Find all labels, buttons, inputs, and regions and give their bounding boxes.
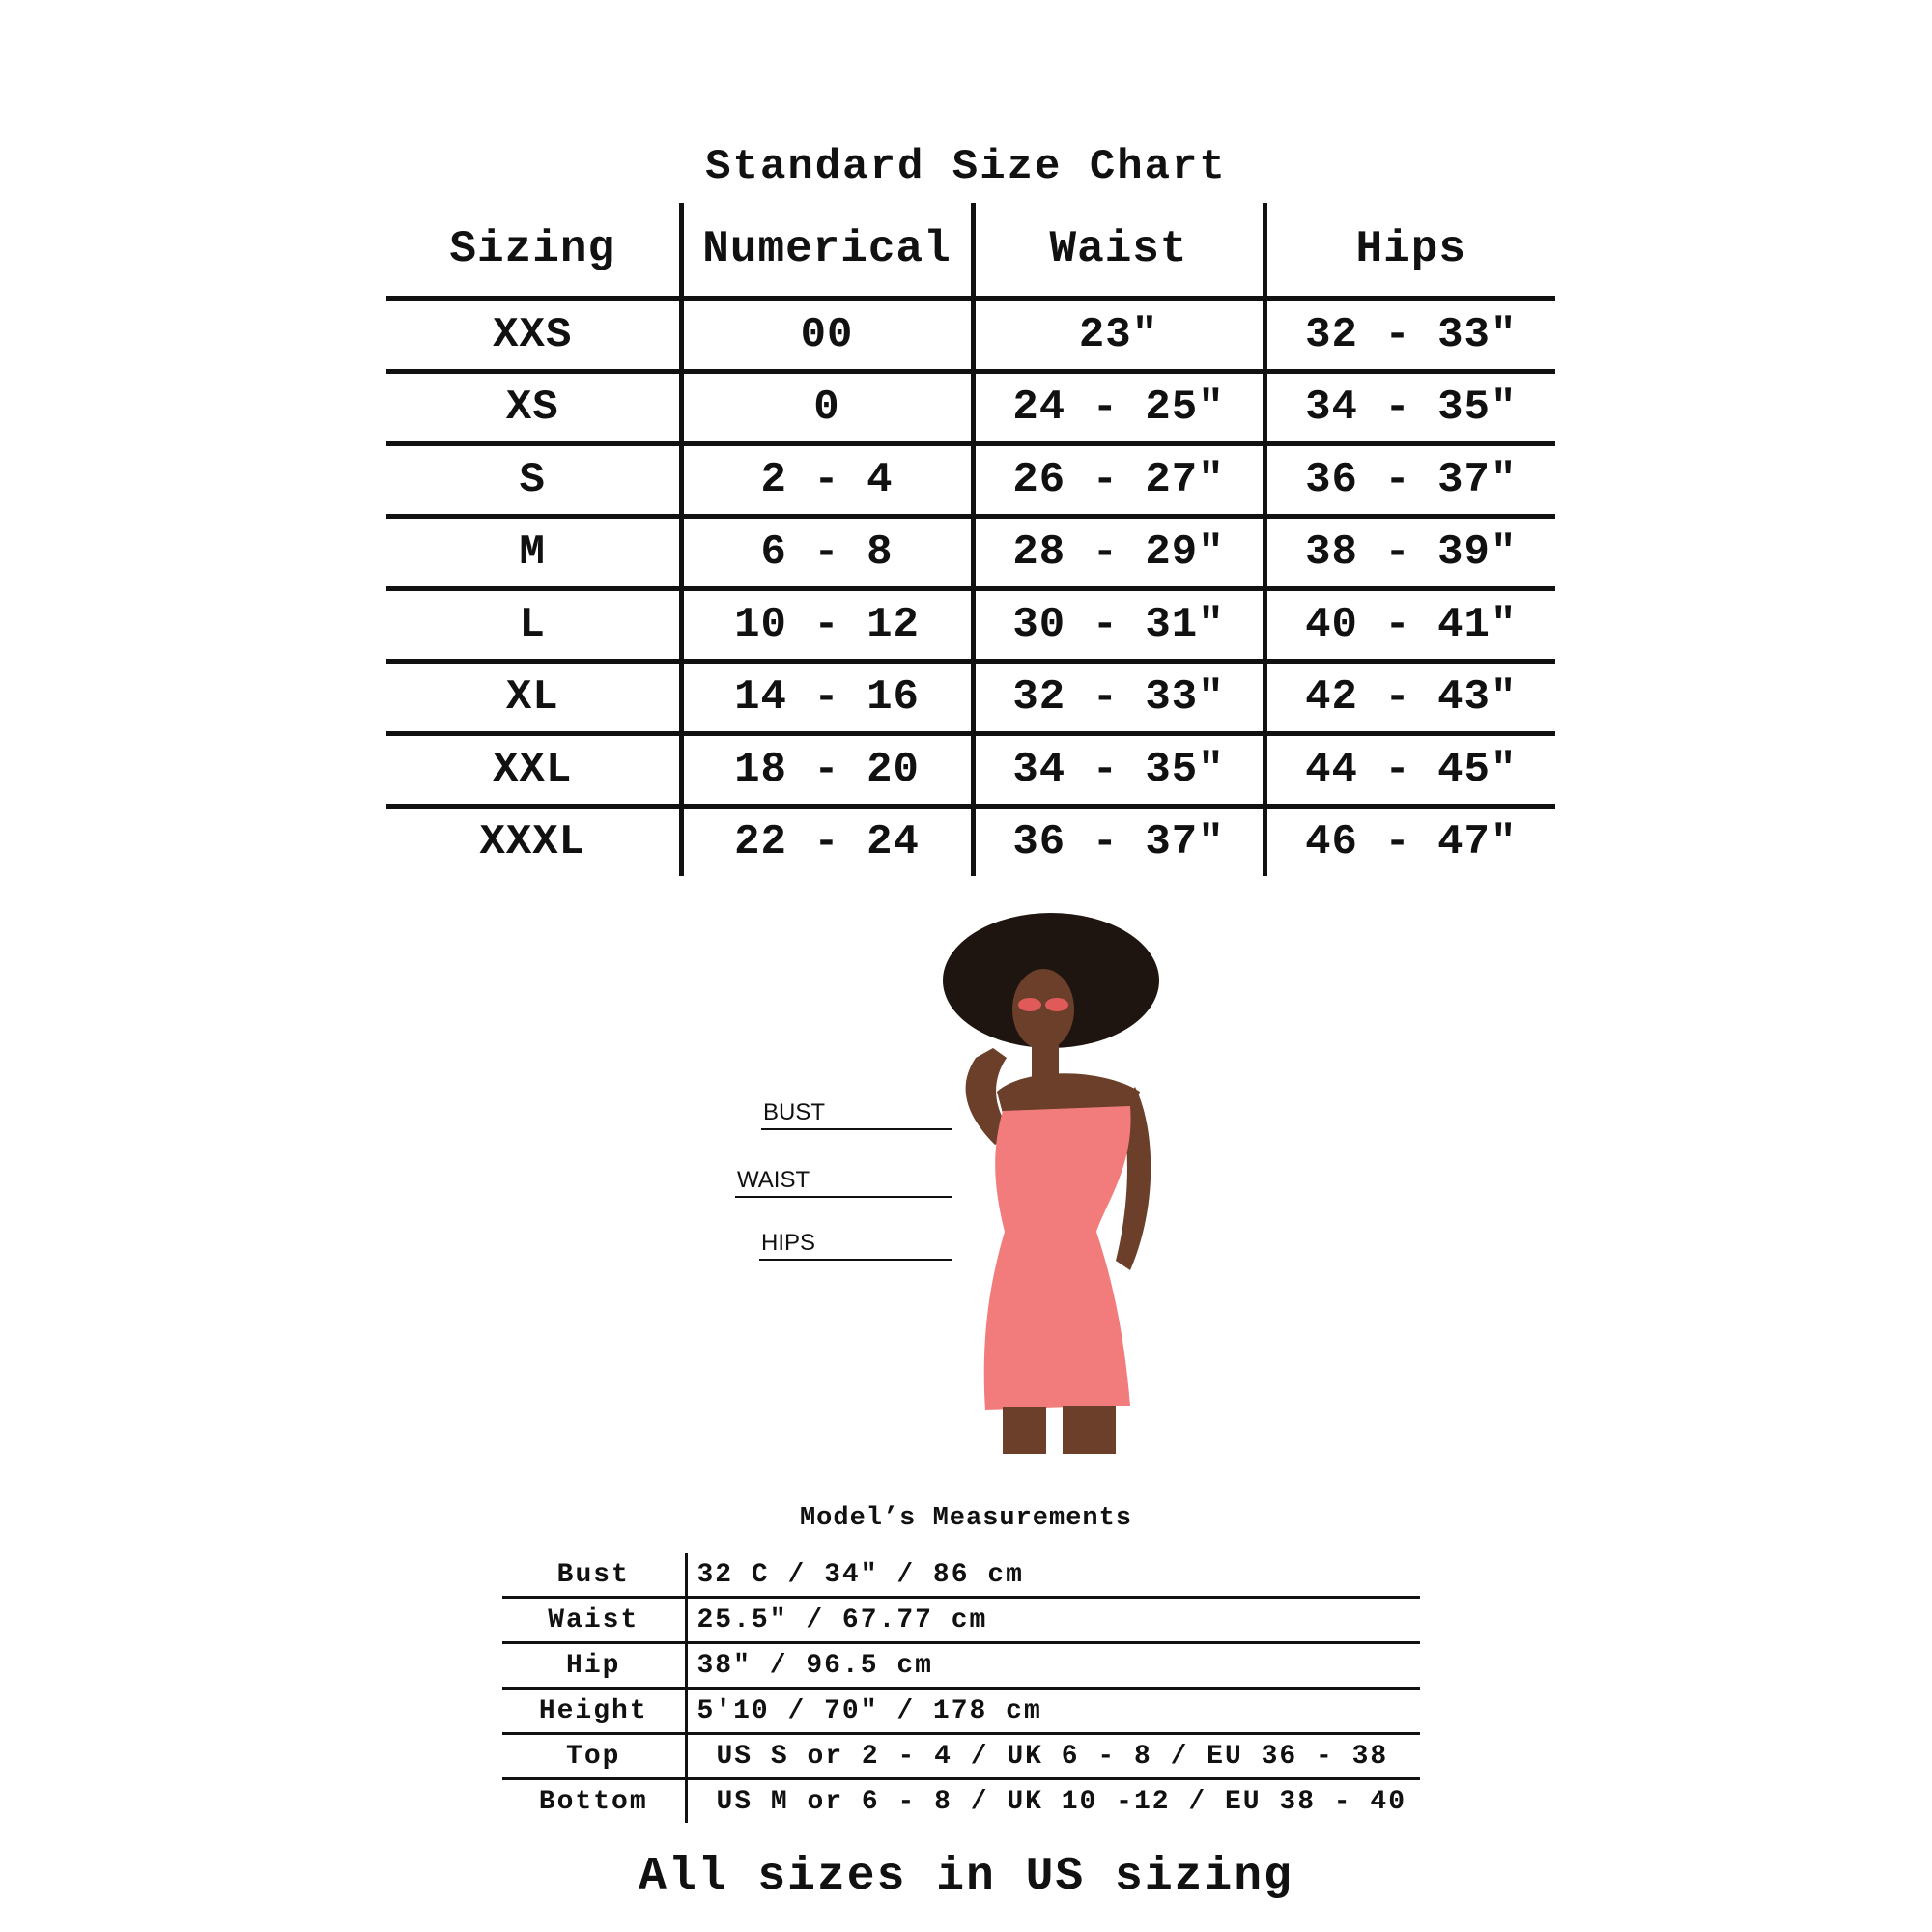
cell-hips: 44 - 45″: [1264, 734, 1555, 807]
cell-size: XXXL: [479, 818, 586, 867]
footer-note: All sizes in US sizing: [639, 1851, 1293, 1903]
cell-numerical: 18 - 20: [681, 734, 973, 807]
measurement-label: Height: [502, 1689, 686, 1734]
size-row: [386, 444, 1555, 517]
cell-hips: 46 - 47″: [1264, 807, 1555, 877]
size-row: [386, 372, 1555, 444]
measurement-label: Bottom: [502, 1779, 686, 1824]
measurement-value: 32 C / 34″ / 86 cm: [686, 1553, 1420, 1598]
measurements-table: [502, 1553, 1420, 1823]
size-chart-table: [386, 203, 1555, 876]
cell-numerical: 22 - 24: [681, 807, 973, 877]
hips-label: HIPS: [761, 1230, 816, 1256]
measurement-row: [502, 1689, 1420, 1734]
model-dress: [984, 1106, 1131, 1410]
cell-hips: 36 - 37″: [1264, 444, 1555, 517]
size-row: [386, 298, 1555, 372]
bust-line: [761, 1128, 952, 1130]
waist-line: [735, 1196, 952, 1198]
measurement-label: Hip: [502, 1643, 686, 1689]
measurement-row: [502, 1643, 1420, 1689]
model-left-leg: [1003, 1407, 1046, 1454]
measurement-value: 25.5″ / 67.77 cm: [686, 1598, 1420, 1643]
measurement-value: US M or 6 - 8 / UK 10 -12 / EU 38 - 40: [716, 1786, 1407, 1817]
cell-hips: 42 - 43″: [1264, 662, 1555, 734]
cell-waist: 26 - 27″: [973, 444, 1264, 517]
size-chart-title: Standard Size Chart: [705, 143, 1227, 191]
cell-hips: 34 - 35″: [1264, 372, 1555, 444]
cell-numerical: 14 - 16: [681, 662, 973, 734]
cell-numerical: 6 - 8: [681, 517, 973, 589]
model-photo: [937, 913, 1217, 1454]
measurement-row: [502, 1553, 1420, 1598]
size-row: [386, 517, 1555, 589]
header-numerical: Numerical: [681, 203, 973, 298]
waist-label: WAIST: [737, 1167, 810, 1193]
cell-numerical: 10 - 12: [681, 589, 973, 662]
cell-size: L: [386, 589, 681, 662]
header-sizing: Sizing: [386, 203, 681, 298]
measurement-value: US S or 2 - 4 / UK 6 - 8 / EU 36 - 38: [686, 1734, 1420, 1779]
size-row: [386, 734, 1555, 807]
sunglasses-icon: [1018, 998, 1041, 1011]
measurement-row: [502, 1779, 1420, 1824]
cell-size: S: [386, 444, 681, 517]
model-face: [1012, 969, 1074, 1050]
cell-waist: 32 - 33″: [973, 662, 1264, 734]
cell-waist: 23″: [973, 298, 1264, 372]
measurement-row: [502, 1598, 1420, 1643]
measurement-value: 5′10 / 70″ / 178 cm: [686, 1689, 1420, 1734]
cell-size: XS: [386, 372, 681, 444]
size-chart-header-row: [386, 203, 1555, 298]
size-row: [386, 807, 1555, 877]
model-right-leg: [1063, 1406, 1116, 1454]
measurement-label: Bust: [502, 1553, 686, 1598]
measurements-title: Model’s Measurements: [799, 1504, 1133, 1533]
cell-waist: 28 - 29″: [973, 517, 1264, 589]
measurement-row: [502, 1734, 1420, 1779]
measurement-label: Top: [502, 1734, 686, 1779]
cell-size: M: [386, 517, 681, 589]
cell-numerical: 2 - 4: [681, 444, 973, 517]
cell-waist: 34 - 35″: [973, 734, 1264, 807]
cell-size: XXL: [386, 734, 681, 807]
cell-numerical: 0: [681, 372, 973, 444]
cell-hips: 40 - 41″: [1264, 589, 1555, 662]
cell-hips: 38 - 39″: [1264, 517, 1555, 589]
measurement-value: 38″ / 96.5 cm: [686, 1643, 1420, 1689]
cell-waist: 30 - 31″: [973, 589, 1264, 662]
header-waist: Waist: [973, 203, 1264, 298]
hips-line: [759, 1259, 952, 1261]
cell-size: XXS: [386, 298, 681, 372]
measurement-label: Waist: [502, 1598, 686, 1643]
header-hips: Hips: [1264, 203, 1555, 298]
size-row: [386, 589, 1555, 662]
cell-hips: 32 - 33″: [1264, 298, 1555, 372]
bust-label: BUST: [763, 1099, 826, 1125]
cell-waist: 24 - 25″: [973, 372, 1264, 444]
size-row: [386, 662, 1555, 734]
cell-size: XL: [386, 662, 681, 734]
cell-numerical: 00: [681, 298, 973, 372]
cell-waist: 36 - 37″: [973, 807, 1264, 877]
